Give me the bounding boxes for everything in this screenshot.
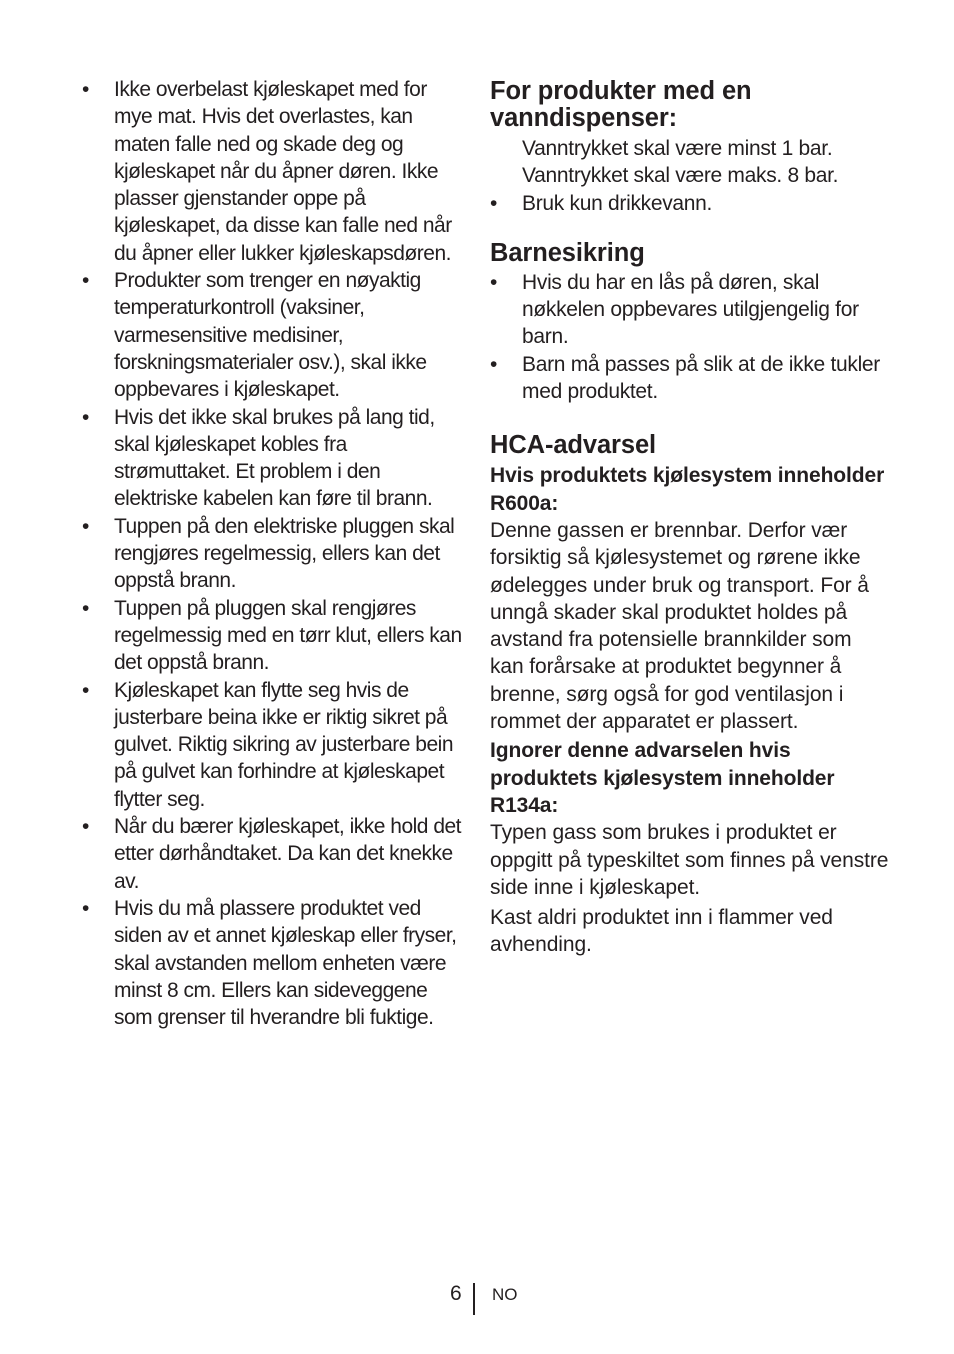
bullet-icon: • [82,815,89,839]
left-column [82,76,467,1031]
child-safety-section [490,240,890,405]
bullet-icon: • [82,596,89,620]
safety-bullet-list [82,76,467,1031]
dispenser-heading: For produkter med en vanndispenser: [490,77,752,132]
bullet-icon: • [490,352,498,376]
language-code: NO [492,1285,518,1304]
list-item: • Hvis det ikke skal brukes på lang tid, skal kjøleskapet kobles fra strømuttaket. Et problem i den elektriske kabelen kan føre til brann. [82,405,435,511]
footer-divider [473,1283,475,1315]
list-item: • Produkter som trenger en nøyaktig temperaturkontroll (vaksiner, varmesensitive medisiner, forskningsmaterialer osv.), skal ikke oppbevares i kjøleskapet. [82,269,427,402]
r134a-subheading: Ignorer denne advarselen hvis produktets kjølesystem inneholder R134a: [490,739,835,817]
child-safety-heading: Barnesikring [490,238,645,267]
list-item: • Tuppen på pluggen skal rengjøres regelmessig med en tørr klut, ellers kan det oppstå brann. [82,596,462,675]
list-item: • Barn må passes på slik at de ikke tukler med produktet. [490,352,881,404]
r134a-paragraph: Typen gass som brukes i produktet er oppgitt på typeskiltet som finnes på venstre side inne i kjøleskapet. [490,821,889,899]
pressure-lines [490,135,890,190]
list-item: • Ikke overbelast kjøleskapet med for mye mat. Hvis det overlastes, kan maten falle ned og skade deg og kjøleskapet når du åpner døren. Ikke plasser gjenstander oppe på kjøleskapet, da disse kan falle ned når du åpner eller lukker kjøleskapsdøren. [82,78,452,265]
list-item: • Bruk kun drikkevann. [490,190,890,217]
hca-heading: HCA-advarsel [490,431,657,460]
list-item: • Hvis du har en lås på døren, skal nøkkelen oppbevares utilgjengelig for barn. [490,270,859,349]
page-number: 6 [450,1282,462,1305]
bullet-icon: • [490,270,498,294]
bullet-icon: • [490,191,498,215]
bullet-icon: • [82,896,89,920]
r600a-subheading: Hvis produktets kjølesystem inneholder R600a: [490,464,885,515]
bullet-icon: • [82,678,89,702]
bullet-icon: • [82,269,89,293]
bullet-icon: • [82,514,89,538]
list-item: • Kjøleskapet kan flytte seg hvis de justerbare beina ikke er riktig sikret på gulvet. Riktig sikring av justerbare bein på gulvet kan forhindre at kjøleskapet flytter seg. [82,678,454,811]
bullet-icon: • [82,78,89,101]
bullet-icon: • [82,405,89,429]
list-item: • Når du bærer kjøleskapet, ikke hold det etter dørhåndtaket. Da kan det knekke av. [82,815,462,893]
hca-section [490,432,890,958]
dispenser-section [490,78,890,217]
right-column [490,76,890,959]
r600a-paragraph: Denne gassen er brennbar. Derfor vær forsiktig så kjølesystemet og rørene ikke ødelegges under bruk og transport. For å unngå skader skal produktet holdes på avstand fra potensielle brannkilder som kan forårsake at produktet begynner å brenne, sørg også for god ventilasjon i rommet der apparatet er plassert. [490,518,869,734]
list-item: • Tuppen på den elektriske pluggen skal rengjøres regelmessig, ellers kan det oppstå brann. [82,514,455,593]
list-item: • Hvis du må plassere produktet ved siden av et annet kjøleskap eller fryser, skal avstanden mellom enheten være minst 8 cm. Ellers kan sideveggene som grenser til hverandre bli fuktige. [82,896,457,1030]
pressure-max: Vanntrykket skal være maks. 8 bar. [522,164,839,188]
disposal-paragraph: Kast aldri produktet inn i flammer ved avhending. [490,906,833,957]
pressure-min: Vanntrykket skal være minst 1 bar. [522,137,833,160]
